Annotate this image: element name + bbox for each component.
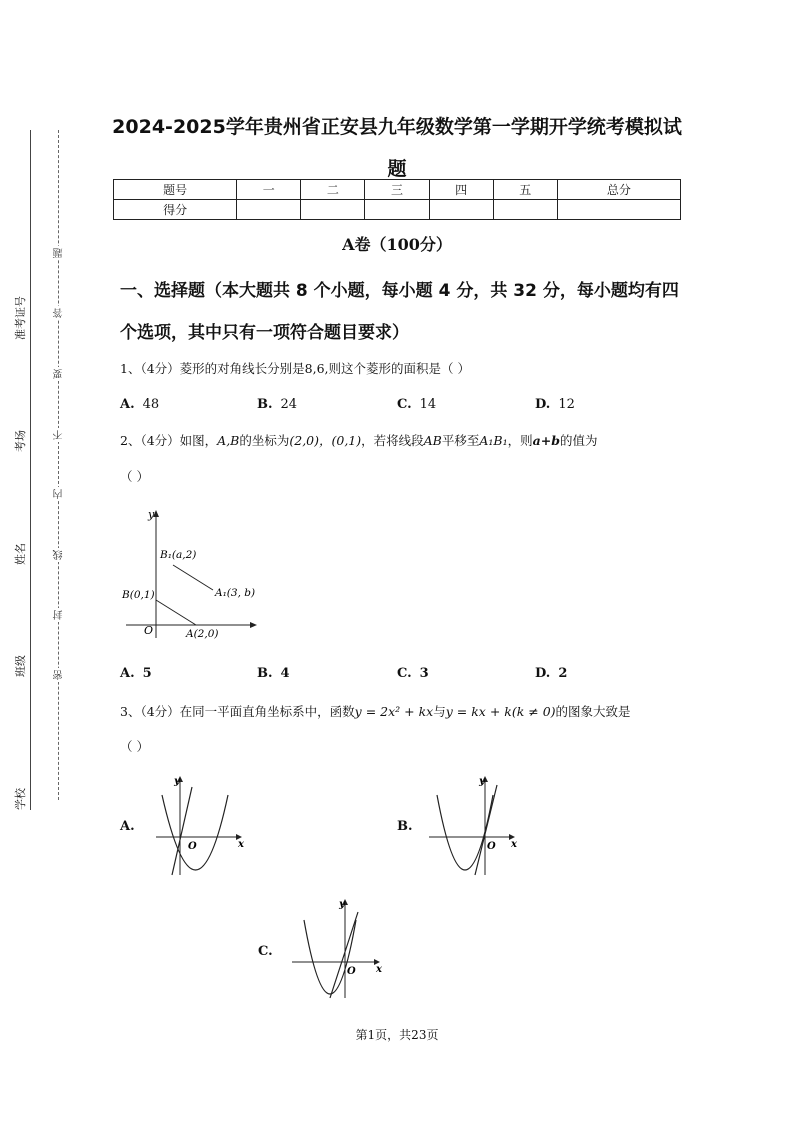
q1-option-a[interactable] xyxy=(120,397,159,412)
question-number: 3、 xyxy=(120,704,141,719)
question-number: 1、 xyxy=(120,361,141,376)
binding-margin xyxy=(0,0,80,1123)
parabola xyxy=(304,920,356,994)
option-text: 5 xyxy=(142,666,152,681)
math-expr: y = 2x² + kx xyxy=(354,704,434,719)
question-2 xyxy=(120,433,690,449)
seal-char: 题 xyxy=(54,248,65,258)
a-label: A(2,0) xyxy=(186,628,219,640)
option-label: A. xyxy=(120,666,135,681)
q2-option-a[interactable] xyxy=(120,666,160,681)
q3-option-c[interactable] xyxy=(258,944,281,959)
table-cell: 三 xyxy=(365,180,429,200)
line-graph xyxy=(475,785,497,875)
math-expr: a+b xyxy=(532,433,560,448)
table-cell: 题号 xyxy=(114,180,237,200)
q3-graph-b xyxy=(425,775,525,880)
table-cell: 总分 xyxy=(557,180,680,200)
question-score: （4分） xyxy=(140,704,180,719)
q3-graph-c xyxy=(288,898,388,1003)
q1-option-b[interactable] xyxy=(257,397,297,412)
question-text: ，若将线段 xyxy=(361,433,424,448)
option-label: C. xyxy=(397,666,412,681)
section-heading: A卷（100分） xyxy=(342,235,452,254)
question-3 xyxy=(120,704,690,720)
field-class: 班级 xyxy=(14,655,27,677)
question-text: 的坐标为 xyxy=(239,433,290,448)
x-label: x xyxy=(376,964,382,975)
option-text: 3 xyxy=(419,666,429,681)
y-label: y xyxy=(479,776,485,787)
y-label: y xyxy=(148,508,155,521)
seal-char: 答 xyxy=(54,308,65,318)
origin-label: O xyxy=(487,841,496,852)
option-label: B. xyxy=(397,819,413,834)
option-text: 2 xyxy=(558,666,568,681)
page-footer: 第1页，共23页 xyxy=(355,1028,439,1042)
question-text: 平移至 xyxy=(441,433,480,448)
page-title: 2024-2025学年贵州省正安县九年级数学第一学期开学统考模拟试题 xyxy=(112,116,682,180)
option-label: A. xyxy=(120,397,135,412)
table-cell: 得分 xyxy=(114,200,237,220)
option-label: B. xyxy=(257,666,273,681)
x-axis-arrow-icon xyxy=(250,622,257,628)
question-1 xyxy=(120,361,690,377)
score-table xyxy=(113,179,681,220)
option-label: C. xyxy=(397,397,412,412)
math-expr: A,B xyxy=(217,433,240,448)
seal-char: 内 xyxy=(54,489,65,499)
score-input-cell[interactable] xyxy=(557,200,680,220)
score-input-cell[interactable] xyxy=(365,200,429,220)
option-label: D. xyxy=(535,666,551,681)
option-text: 12 xyxy=(558,397,575,412)
binding-solid-line xyxy=(30,130,31,810)
q1-option-d[interactable] xyxy=(535,397,575,412)
score-input-cell[interactable] xyxy=(493,200,557,220)
option-text: 4 xyxy=(280,666,290,681)
question-number: 2、 xyxy=(120,433,141,448)
option-label: C. xyxy=(258,944,273,959)
origin-label: O xyxy=(347,966,356,977)
table-cell: 一 xyxy=(237,180,301,200)
question-text: 菱形的对角线长分别是8,6,则这个菱形的面积是（ ） xyxy=(179,361,470,376)
question-score: （4分） xyxy=(140,361,180,376)
q3-graph-a xyxy=(148,775,248,880)
origin-label: O xyxy=(144,624,154,637)
table-row xyxy=(114,200,681,220)
x-label: x xyxy=(238,839,244,850)
seal-char: 要 xyxy=(54,369,65,379)
y-label: y xyxy=(339,899,345,910)
question-text: 与 xyxy=(433,704,446,719)
seal-char: 密 xyxy=(54,670,65,680)
q3-option-a[interactable] xyxy=(120,819,143,834)
table-cell: 二 xyxy=(301,180,365,200)
field-school: 学校 xyxy=(14,788,27,810)
question-2-paren: （ ） xyxy=(120,469,149,484)
segment-a1b1 xyxy=(173,565,213,590)
field-name: 姓名 xyxy=(14,543,27,565)
option-text: 24 xyxy=(280,397,298,412)
question-text: 在同一平面直角坐标系中，函数 xyxy=(179,704,355,719)
score-input-cell[interactable] xyxy=(301,200,365,220)
table-cell: 四 xyxy=(429,180,493,200)
line-graph xyxy=(330,912,358,998)
a1-label: A₁(3, b) xyxy=(215,587,256,599)
part-heading: 一、选择题（本大题共 8 个小题，每小题 4 分，共 32 分，每小题均有四个选项，其中只有一项符合题目要求） xyxy=(120,281,679,343)
q2-option-b[interactable] xyxy=(257,666,298,681)
b-label: B(0,1) xyxy=(122,589,155,601)
binding-dashed-line xyxy=(58,130,59,800)
b1-label: B₁(a,2) xyxy=(160,549,197,561)
option-text: 48 xyxy=(142,397,160,412)
seal-char: 封 xyxy=(54,610,65,620)
math-expr: A₁B₁ xyxy=(479,433,508,448)
origin-label: O xyxy=(188,841,197,852)
q2-figure xyxy=(118,503,263,643)
x-label: x xyxy=(511,839,517,850)
math-expr: AB xyxy=(423,433,442,448)
option-text: 14 xyxy=(419,397,437,412)
question-text: 的值为 xyxy=(559,433,598,448)
question-text: ，则 xyxy=(507,433,533,448)
field-exam-number: 准考证号 xyxy=(14,296,27,340)
option-label: A. xyxy=(120,819,135,834)
line-graph xyxy=(172,787,192,875)
q2-option-c[interactable] xyxy=(397,666,437,681)
score-input-cell[interactable] xyxy=(237,200,301,220)
q1-option-c[interactable] xyxy=(397,397,436,412)
q2-option-d[interactable] xyxy=(535,666,575,681)
question-text: 如图， xyxy=(179,433,218,448)
segment-ab xyxy=(156,600,196,625)
question-score: （4分） xyxy=(140,433,180,448)
seal-char: 线 xyxy=(54,550,65,560)
y-label: y xyxy=(174,776,180,787)
option-label: D. xyxy=(535,397,551,412)
table-cell: 五 xyxy=(493,180,557,200)
q3-option-b[interactable] xyxy=(397,819,421,834)
question-text: 的图象大致是 xyxy=(555,704,631,719)
field-exam-room: 考场 xyxy=(14,430,27,452)
option-label: B. xyxy=(257,397,273,412)
score-input-cell[interactable] xyxy=(429,200,493,220)
math-expr: y = kx + k(k ≠ 0) xyxy=(445,704,556,719)
table-row xyxy=(114,180,681,200)
parabola xyxy=(162,795,228,870)
question-3-paren: （ ） xyxy=(120,739,149,754)
math-expr: (2,0)，(0,1) xyxy=(289,433,362,448)
seal-char: 不 xyxy=(54,430,65,440)
